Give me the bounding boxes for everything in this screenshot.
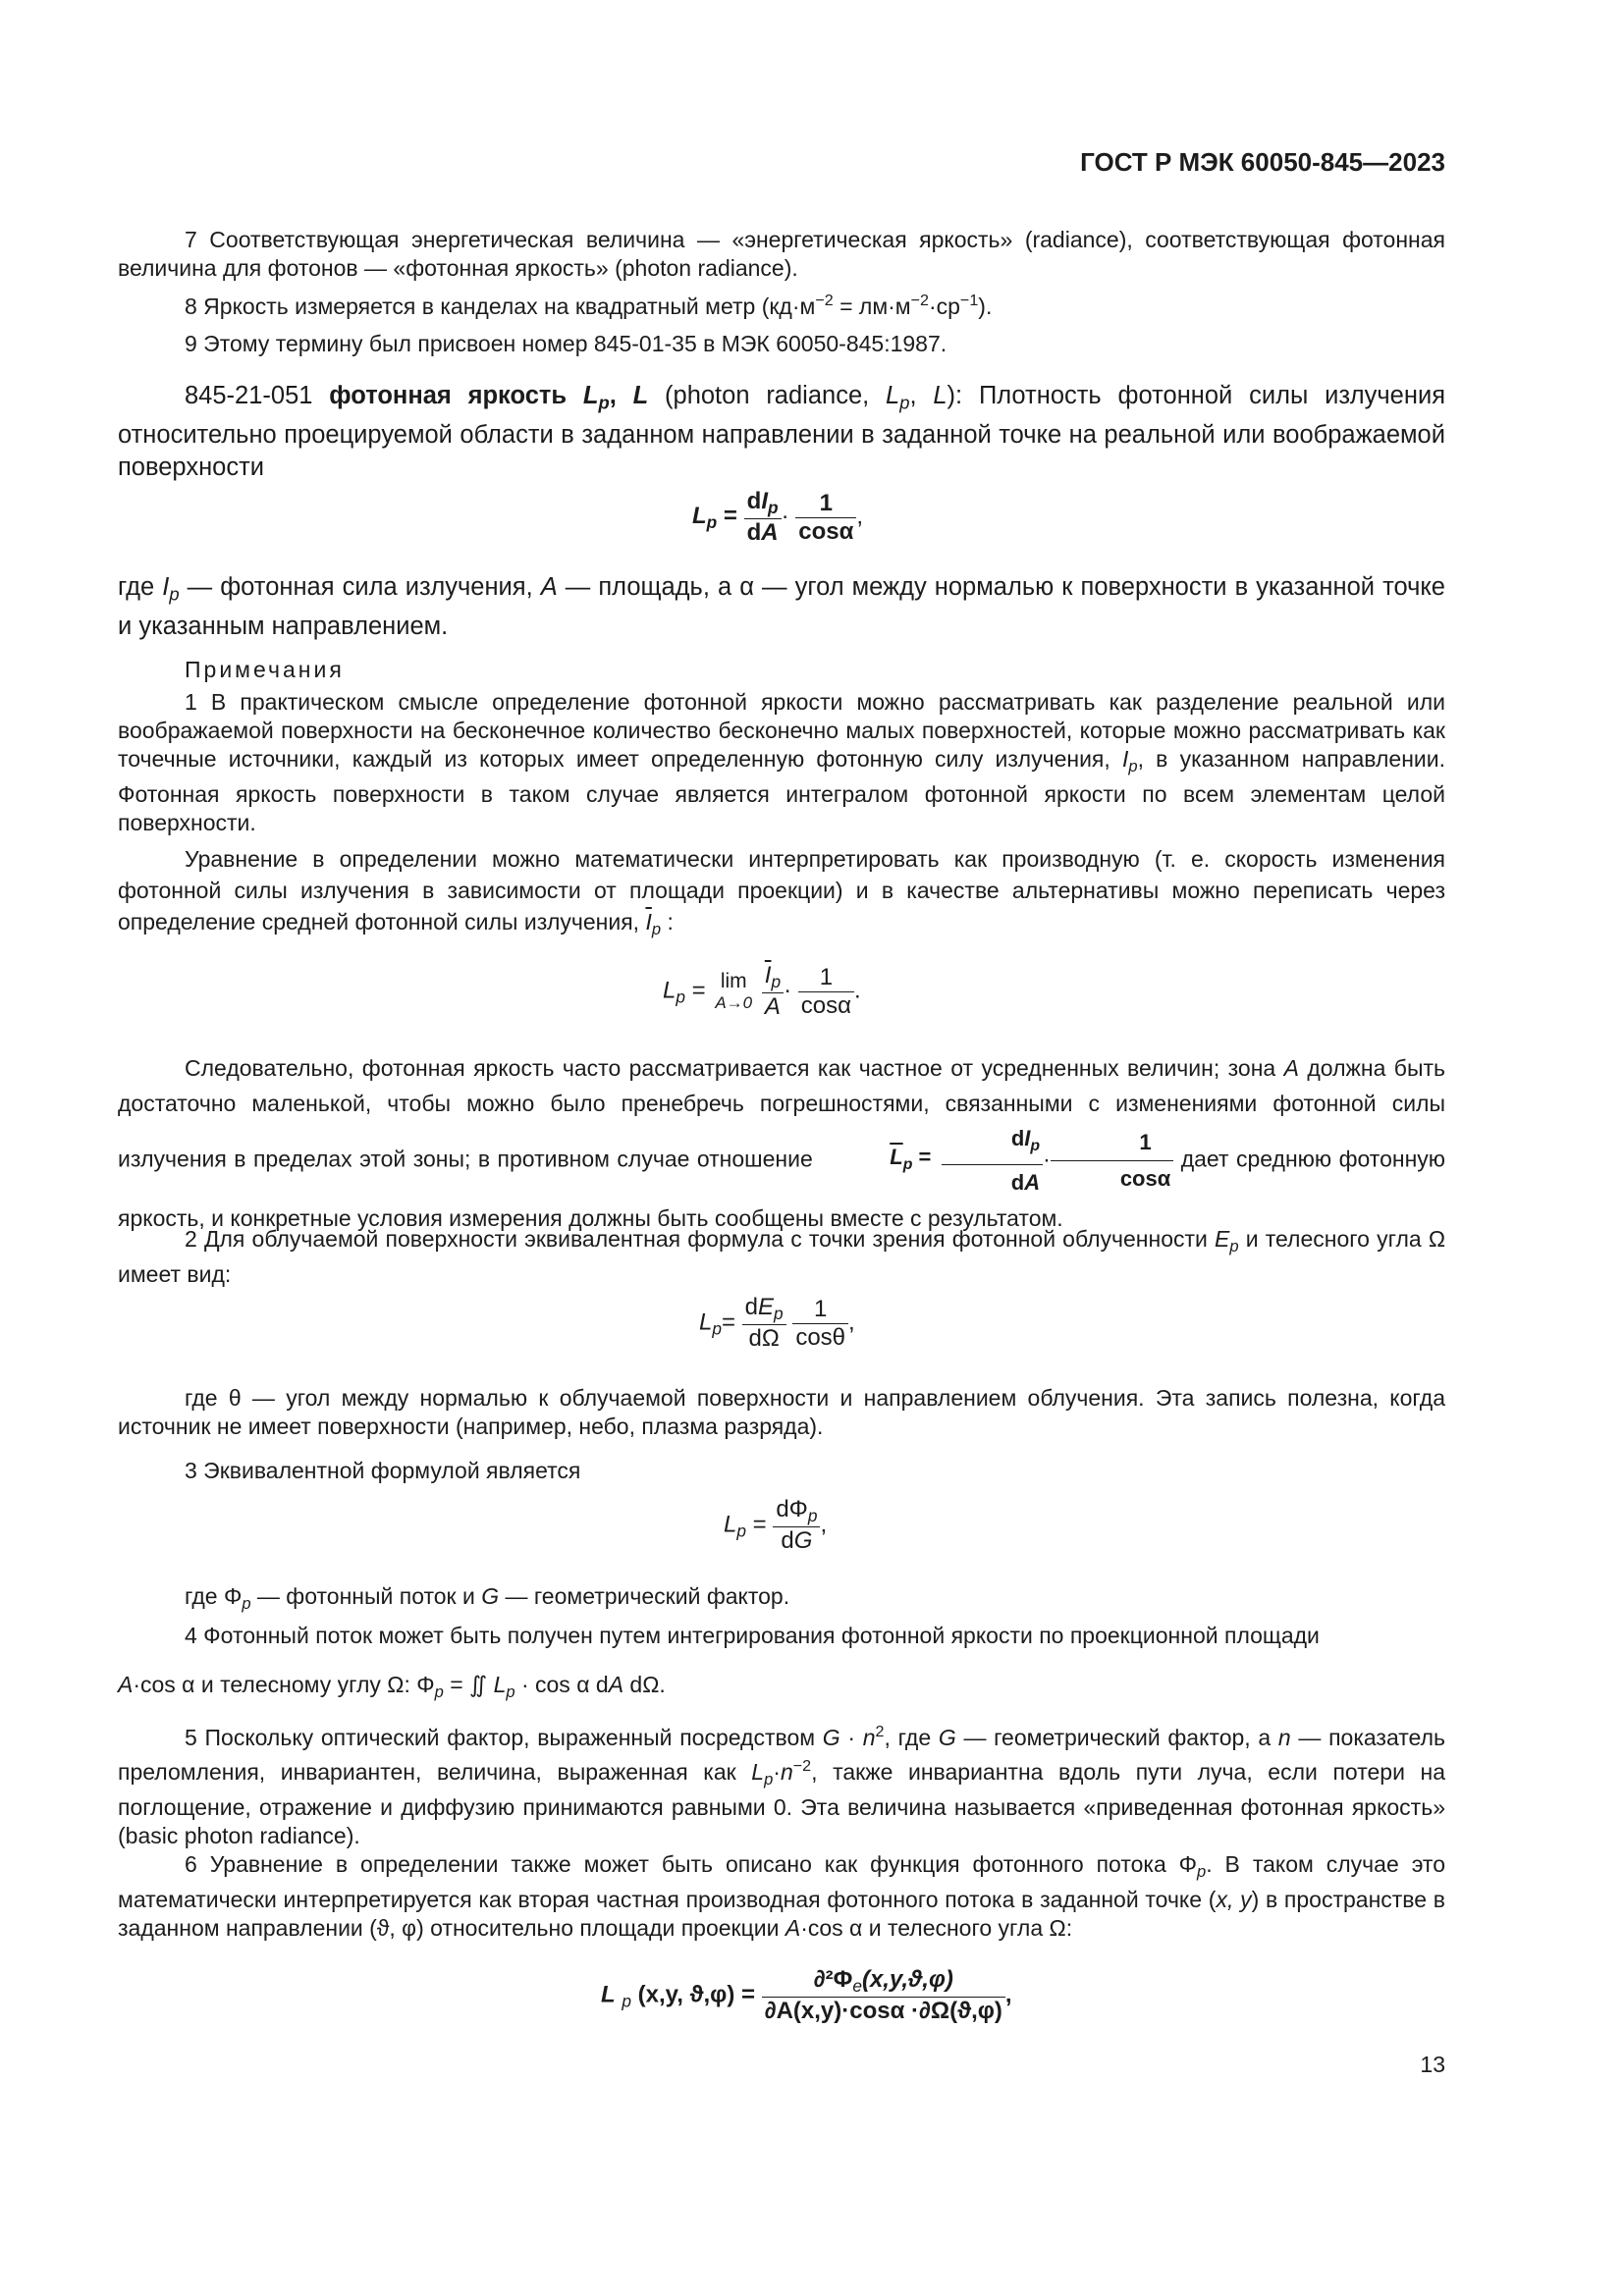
term-name: фотонная яркость (329, 382, 568, 409)
note-4-line-2: A·cos α и телесному углу Ω: $\Phi_p$ = ∬ $L_p \cdot \cos \alpha$ dA dΩ. (118, 1672, 666, 1701)
notes-section (118, 656, 1445, 945)
page-header: ГОСТ Р МЭК 60050-845—2023 (1080, 147, 1445, 177)
where-1: где $I_p$ — фотонная сила излучения, A — площадь, а α — угол между нормалью к поверхности в указанной точке и указанным направлением. (118, 573, 1445, 640)
notes-title: Примечания (185, 657, 345, 682)
formula-geometric: $L_p$ = $d\Phi_p$ dG , (724, 1496, 828, 1555)
formula-flux-derivative: L $_p$ (x,y, ϑ,φ) = $\frac{\partial^2\Phi_e(x,y,ϑ,\varphi)}{\partial A(x,y)\cdot\cos\alpha \cdot\partial\Omega(ϑ,\varphi)}$ , (601, 1966, 1012, 2025)
note-6: 6 Уравнение в определении также может быть описано как функция фотонного потока $\Phi_p$. В таком случае это математически интерпретируется как вторая частная производная фотонного потока в заданной точке (x, y) в пространстве в заданном направлении (ϑ, φ) относительно площади проекции A·cos α и телесного угла Ω: (118, 1851, 1446, 1941)
page-number: 13 (1420, 2052, 1445, 2077)
note-7: 7 Соответствующая энергетическая величина — «энергетическая яркость» (radiance), соответствующая фотонная величина для фотонов — «фотонная яркость» (photon radiance). (118, 227, 1445, 281)
note-3-where: где $\Phi_p$ — фотонный поток и G — геометрический фактор. (185, 1583, 790, 1613)
term-entry (118, 380, 1445, 484)
note-1-paragraph-3: Следовательно, фотонная яркость часто рассматривается как частное от усредненных величин; зона A должна быть достаточно маленькой, чтобы можно было пренебречь погрешностями, связанными с изменениями фотонной силы излучения в пределах этой зоны; в противном случае отношение $\overline{L}_p$ = $dI_p$ dA · $\frac{1}{\cos\alpha}$ дает среднюю фотонную яркость, и конкретные условия измерения должны быть сообщены вместе с результатом. (118, 1055, 1446, 1231)
note-1: 1 В практическом смысле определение фотонной яркости можно рассматривать как разделение реальной или воображаемой поверхности на бесконечное количество бесконечно малых поверхностей, которые можно рассматривать как точечные источники, каждый из которых имеет определенную фотонную силу излучения, $I_p$, в указанном направлении. Фотонная яркость поверхности в таком случае является интегралом фотонной яркости по всем элементам целой поверхности. (118, 689, 1445, 835)
note-2-where: где θ — угол между нормалью к облучаемой поверхности и направлением облучения. Эта запись полезна, когда источник не имеет поверхности (например, небо, плазма разряда). (118, 1385, 1445, 1439)
note-3: 3 Эквивалентной формулой является (185, 1458, 581, 1483)
note-4: 4 Фотонный поток может быть получен путем интегрирования фотонной яркости по проекционной площади A·cos α и телесному углу Ω: $\Phi_p$ = ∬ $L_p \cdot \cos \alpha$ dA dΩ. (118, 1622, 1445, 1706)
notes-previous (118, 226, 1445, 358)
note-9: 9 Этому термину был присвоен номер 845-01-35 в МЭК 60050-845:1987. (185, 330, 947, 356)
note-2: 2 Для облучаемой поверхности эквивалентная формула с точки зрения фотонной облученности $E_p$ и телесного угла Ω имеет вид: (118, 1226, 1446, 1287)
term-number: 845-21-051 (185, 382, 313, 409)
note-8: 8 Яркость измеряется в канделах на квадратный метр $(кд\cdot м^{-2} = лм\cdot м^{-2}\cdot ср^{-1})$. (185, 292, 993, 319)
note-1-paragraph-2: Уравнение в определении можно математически интерпретировать как производную (т. е. скорость изменения фотонной силы излучения в зависимости от площади проекции) и в качестве альтернативы можно переписать через определение средней фотонной силы излучения, $\overline{I}_p$ : (118, 845, 1445, 938)
term-definition: 845-21-051 фотонная яркость $L_p$, L (photon radiance, $L_p$, L): Плотность фотонной силы излучения относительно проецируемой области в заданном направлении в заданной точке на реальной или воображаемой поверхности (118, 382, 1446, 481)
formula-limit: $L_p$ = lim A→0 $\frac{\overline{I}_p}{A}$ · $\frac{1}{\cos\alpha}$ . (663, 962, 861, 1021)
formula-definition: $L_p$ = $dI_p$ dA · $\frac{1}{\cos\alpha}$ , (692, 488, 864, 547)
note-5: 5 Поскольку оптический фактор, выраженный посредством $G \cdot n^2$, где G — геометрический фактор, а n — показатель преломления, инвариантен, величина, выраженная как $L_p\cdot n^{-2}$, также инвариантна вдоль пути луча, если потери на поглощение, отражение и диффузию принимаются равными 0. Эта величина называется «приведенная фотонная яркость» (basic photon radiance). (118, 1723, 1445, 1848)
formula-irradiance: $L_p=$ $dE_p$ dΩ $\frac{1}{\cos\theta}$ , (699, 1294, 855, 1353)
